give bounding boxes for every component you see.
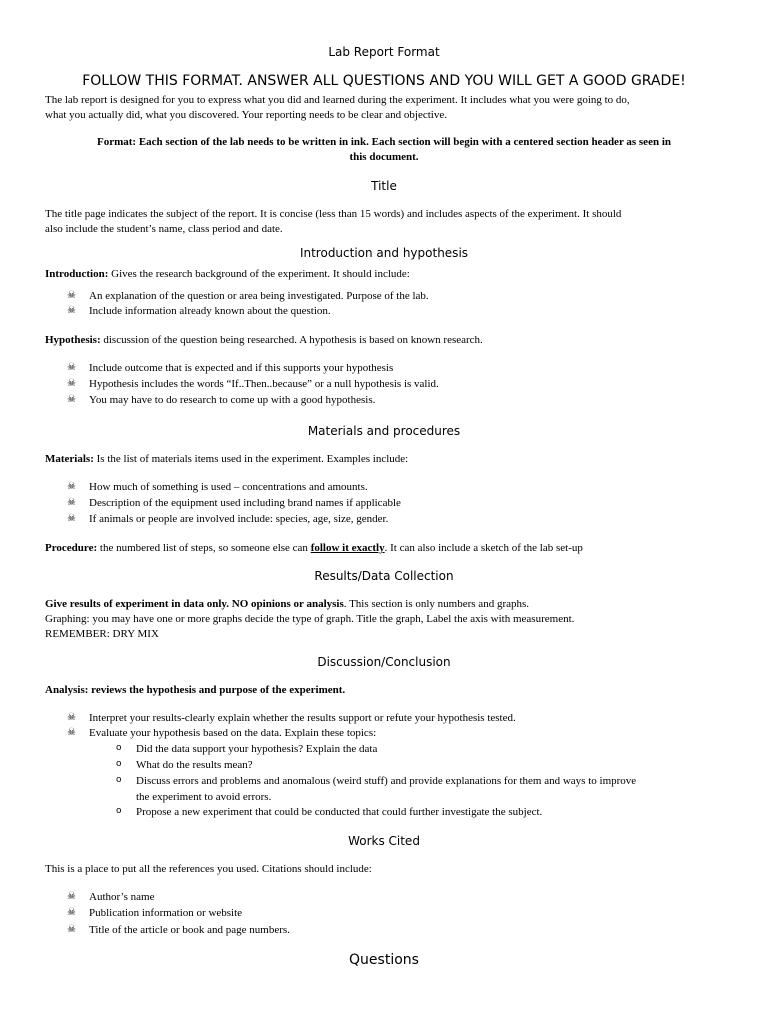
list-item: Author’s name: [89, 891, 155, 903]
list-item: Interpret your results-clearly explain whether the results support or refute your hypothesis tested.: [89, 712, 516, 724]
bullet-icon: ☠: [67, 394, 76, 405]
sub-list-item: Propose a new experiment that could be conducted that could further investigate the subject.: [136, 806, 543, 818]
sub-bullet-icon: o: [116, 759, 122, 769]
results-bold-text: Give results of experiment in data only. NO opinions or analysis: [45, 598, 344, 610]
materials-label: Materials:: [45, 453, 94, 465]
bullet-icon: ☠: [67, 290, 76, 301]
bullet-icon: ☠: [67, 907, 76, 918]
bullet-icon: ☠: [67, 362, 76, 373]
procedure-paragraph: [45, 541, 583, 556]
sub-bullet-icon: o: [116, 775, 122, 785]
banner-heading: FOLLOW THIS FORMAT. ANSWER ALL QUESTIONS AND YOU WILL GET A GOOD GRADE!: [82, 73, 686, 89]
list-item: Include outcome that is expected and if this supports your hypothesis: [89, 362, 394, 374]
list-item: Include information already known about the question.: [89, 305, 331, 317]
graphing-note: Graphing: you may have one or more graphs decide the type of graph. Title the graph, Label the axis with measurement.: [45, 613, 575, 625]
introduction-paragraph: [45, 267, 410, 282]
works-cited-intro: This is a place to put all the references you used. Citations should include:: [45, 863, 372, 875]
procedure-text: the numbered list of steps, so someone else can: [97, 542, 311, 554]
list-item: Evaluate your hypothesis based on the data. Explain these topics:: [89, 727, 377, 739]
title-paragraph-line-2: also include the student’s name, class period and date.: [45, 223, 283, 235]
sub-bullet-icon: o: [116, 743, 122, 753]
format-note-line-2: this document.: [349, 151, 419, 163]
section-header-works-cited: Works Cited: [348, 834, 420, 848]
analysis-paragraph: Analysis: reviews the hypothesis and purpose of the experiment.: [45, 684, 346, 696]
list-item: Title of the article or book and page numbers.: [89, 924, 290, 936]
bullet-icon: ☠: [67, 497, 76, 508]
intro-paragraph-line-2: what you actually did, what you discovered. Your reporting needs to be clear and objective.: [45, 109, 447, 121]
sub-list-item: Did the data support your hypothesis? Explain the data: [136, 743, 378, 755]
bullet-icon: ☠: [67, 727, 76, 738]
list-item: Hypothesis includes the words “If..Then..because” or a null hypothesis is valid.: [89, 378, 439, 390]
sub-list-item-continued: the experiment to avoid errors.: [136, 791, 272, 803]
hypothesis-text: discussion of the question being researched. A hypothesis is based on known research.: [100, 334, 483, 346]
section-header-introduction: Introduction and hypothesis: [299, 246, 469, 260]
materials-paragraph: [45, 452, 408, 467]
bullet-icon: ☠: [67, 891, 76, 902]
introduction-label: Introduction:: [45, 268, 109, 280]
materials-text: Is the list of materials items used in the experiment. Examples include:: [93, 453, 409, 465]
section-header-results: Results/Data Collection: [314, 569, 454, 583]
list-item: How much of something is used – concentrations and amounts.: [89, 481, 368, 493]
bullet-icon: ☠: [67, 513, 76, 524]
sub-bullet-icon: o: [116, 806, 122, 816]
sub-list-item: What do the results mean?: [136, 759, 253, 771]
document-title: Lab Report Format: [328, 45, 440, 59]
list-item: You may have to do research to come up with a good hypothesis.: [89, 394, 376, 406]
hypothesis-paragraph: [45, 333, 483, 348]
bullet-icon: ☠: [67, 305, 76, 316]
remember-note: REMEMBER: DRY MIX: [45, 628, 159, 640]
intro-paragraph-line-1: The lab report is designed for you to express what you did and learned during the experiment. It includes what you were going to do,: [45, 94, 630, 106]
procedure-label: Procedure:: [45, 542, 98, 554]
section-header-questions: Questions: [349, 952, 419, 968]
bullet-icon: ☠: [67, 712, 76, 723]
title-paragraph-line-1: The title page indicates the subject of the report. It is concise (less than 15 words) and includes aspects of the experiment. It should: [45, 208, 622, 220]
bullet-icon: ☠: [67, 378, 76, 389]
list-item: If animals or people are involved include: species, age, size, gender.: [89, 513, 389, 525]
introduction-text: Gives the research background of the experiment. It should include:: [108, 268, 410, 280]
hypothesis-label: Hypothesis:: [45, 334, 101, 346]
format-note-line-1: Format: Each section of the lab needs to be written in ink. Each section will begin with a centered section header as seen in: [96, 136, 671, 148]
section-header-title: Title: [371, 179, 397, 193]
bullet-icon: ☠: [67, 481, 76, 492]
procedure-text-end: . It can also include a sketch of the lab set-up: [384, 542, 583, 554]
list-item: Publication information or website: [89, 907, 243, 919]
section-header-discussion: Discussion/Conclusion: [317, 655, 451, 669]
section-header-materials: Materials and procedures: [307, 424, 461, 438]
list-item: An explanation of the question or area being investigated. Purpose of the lab.: [89, 290, 429, 302]
results-text: . This section is only numbers and graphs.: [343, 598, 530, 610]
sub-list-item: Discuss errors and problems and anomalous (weird stuff) and provide explanations for them and ways to improve: [136, 775, 637, 787]
procedure-emphasis: follow it exactly: [310, 542, 385, 554]
bullet-icon: ☠: [67, 924, 76, 935]
list-item: Description of the equipment used including brand names if applicable: [89, 497, 401, 509]
results-paragraph: [45, 597, 529, 612]
